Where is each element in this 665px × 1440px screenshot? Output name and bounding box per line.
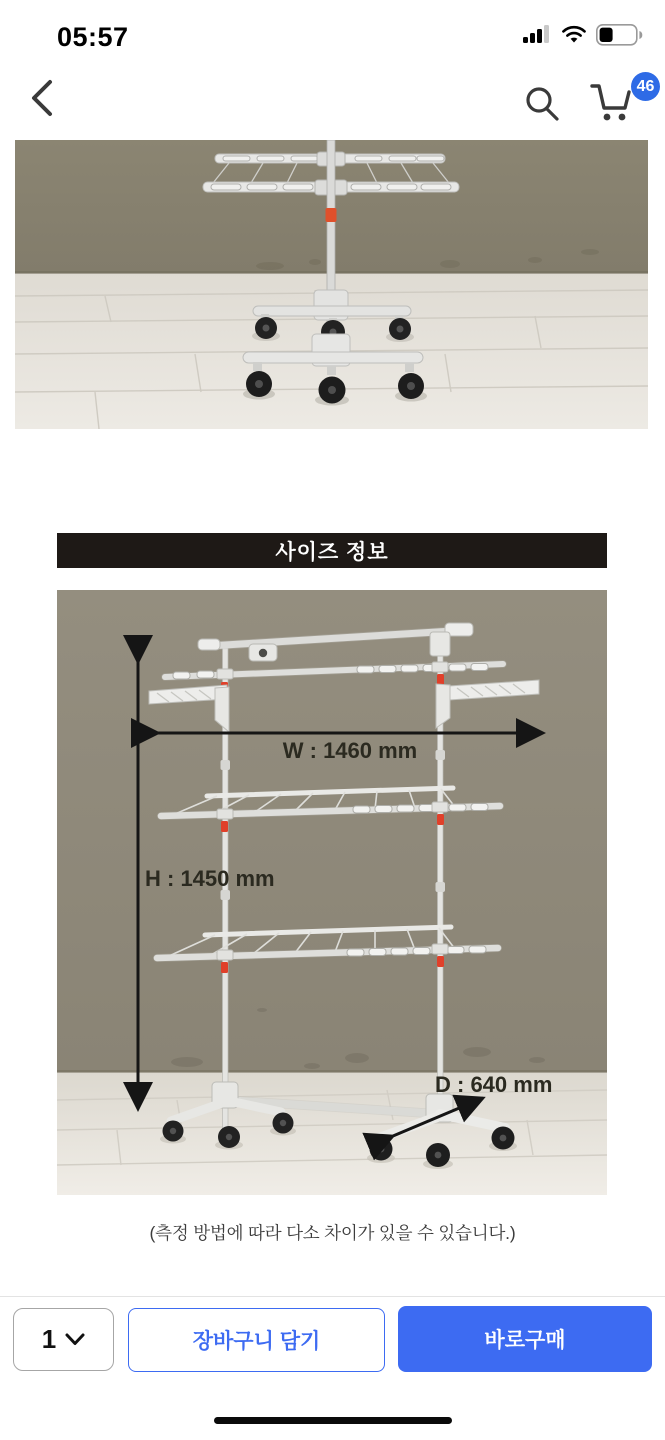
- cart-badge: 46: [631, 72, 660, 101]
- cellular-signal-icon: [523, 25, 552, 45]
- quantity-value: 1: [41, 1324, 57, 1354]
- height-dimension-label: H : 1450 mm: [145, 866, 275, 891]
- search-icon: [522, 84, 562, 124]
- buy-now-button[interactable]: 바로구매: [398, 1306, 652, 1372]
- size-diagram: [57, 590, 607, 1195]
- size-info-title: 사이즈 정보: [275, 540, 389, 564]
- wifi-icon: [561, 25, 587, 45]
- status-bar: [0, 0, 665, 60]
- size-caption: (측정 방법에 따라 다소 차이가 있을 수 있습니다.): [149, 1223, 516, 1243]
- chevron-left-icon: [30, 79, 54, 117]
- clock: 05:57: [57, 22, 129, 52]
- cart-button[interactable]: [588, 77, 655, 134]
- home-indicator[interactable]: [214, 1417, 452, 1424]
- chevron-down-icon: [65, 1333, 85, 1346]
- drying-rack-photo-illustration: [15, 140, 648, 429]
- width-dimension-label: W : 1460 mm: [282, 738, 418, 763]
- size-info-header: [57, 533, 607, 568]
- product-photo[interactable]: [15, 140, 648, 429]
- battery-icon: [596, 24, 643, 46]
- dimension-diagram-illustration: [57, 590, 607, 1195]
- add-to-cart-button[interactable]: 장바구니 담기: [128, 1308, 385, 1372]
- quantity-selector[interactable]: [13, 1308, 114, 1371]
- nav-bar: [0, 60, 665, 138]
- back-button[interactable]: [20, 76, 64, 120]
- depth-dimension-label: D : 640 mm: [435, 1072, 553, 1097]
- shopping-cart-icon: [588, 78, 634, 124]
- search-button[interactable]: [518, 80, 566, 128]
